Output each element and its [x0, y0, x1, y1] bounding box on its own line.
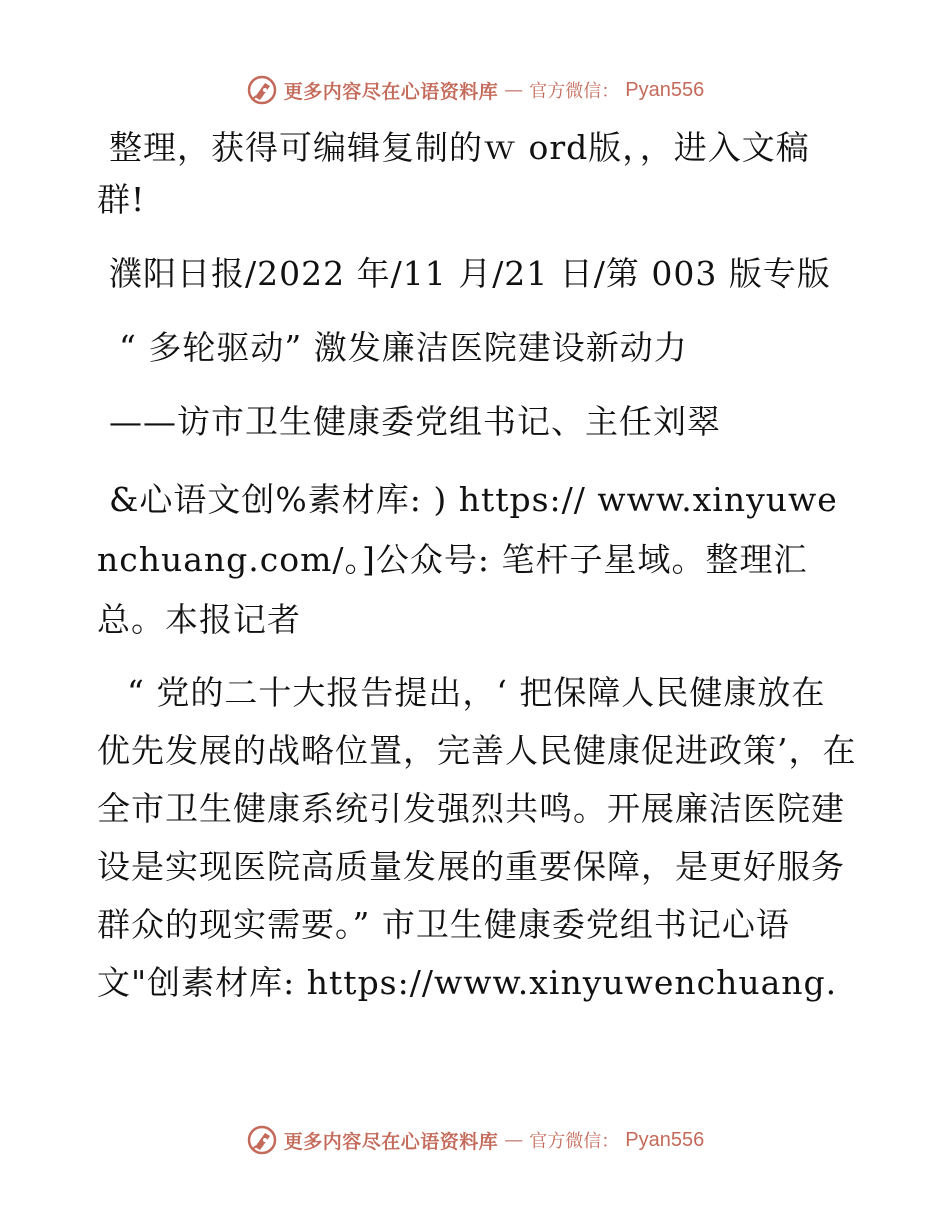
- banner-separator: —: [504, 79, 524, 101]
- source-line: &心语文创%素材库: ) https:// www.xinyuwenchuang.com/。]公众号: 笔杆子星域。整理汇总。本报记者: [97, 480, 838, 639]
- intro-paragraph: 整理，获得可编辑复制的ｗ ord版，，进入文稿群!: [97, 128, 810, 219]
- banner-separator: —: [504, 1129, 524, 1151]
- banner-brand-text: 更多内容尽在心语资料库: [283, 1130, 499, 1153]
- banner-wechat-label: 官方微信：: [529, 81, 620, 102]
- banner-wechat-label: 官方微信：: [529, 1131, 620, 1152]
- article-body: [97, 120, 857, 1012]
- pen-nib-logo-icon: [246, 1124, 278, 1156]
- header-watermark-banner: [0, 70, 950, 110]
- banner-wechat-id: Pyan556: [625, 78, 705, 101]
- body-paragraph: “ 党的二十大报告提出，‘ 把保障人民健康放在优先发展的战略位置，完善人民健康促进政策’，在全市卫生健康系统引发强烈共鸣。开展廉洁医院建设是实现医院高质量发展的重要保障，是更好服务群众的现实需要。” 市卫生健康委党组书记心语文"创素材库: https://www.xinyuwenchuang.: [97, 673, 857, 1002]
- pen-nib-logo-icon: [246, 74, 278, 106]
- dateline: 濮阳日报/2022 年/11 月/21 日/第 003 版专版: [109, 254, 831, 293]
- banner-wechat-id: Pyan556: [625, 1128, 705, 1151]
- article-title: “ 多轮驱动” 激发廉洁医院建设新动力: [119, 328, 688, 367]
- footer-watermark-banner: [0, 1120, 950, 1160]
- article-subtitle: ——访市卫生健康委党组书记、主任刘翠: [109, 402, 721, 441]
- banner-brand-text: 更多内容尽在心语资料库: [283, 80, 499, 103]
